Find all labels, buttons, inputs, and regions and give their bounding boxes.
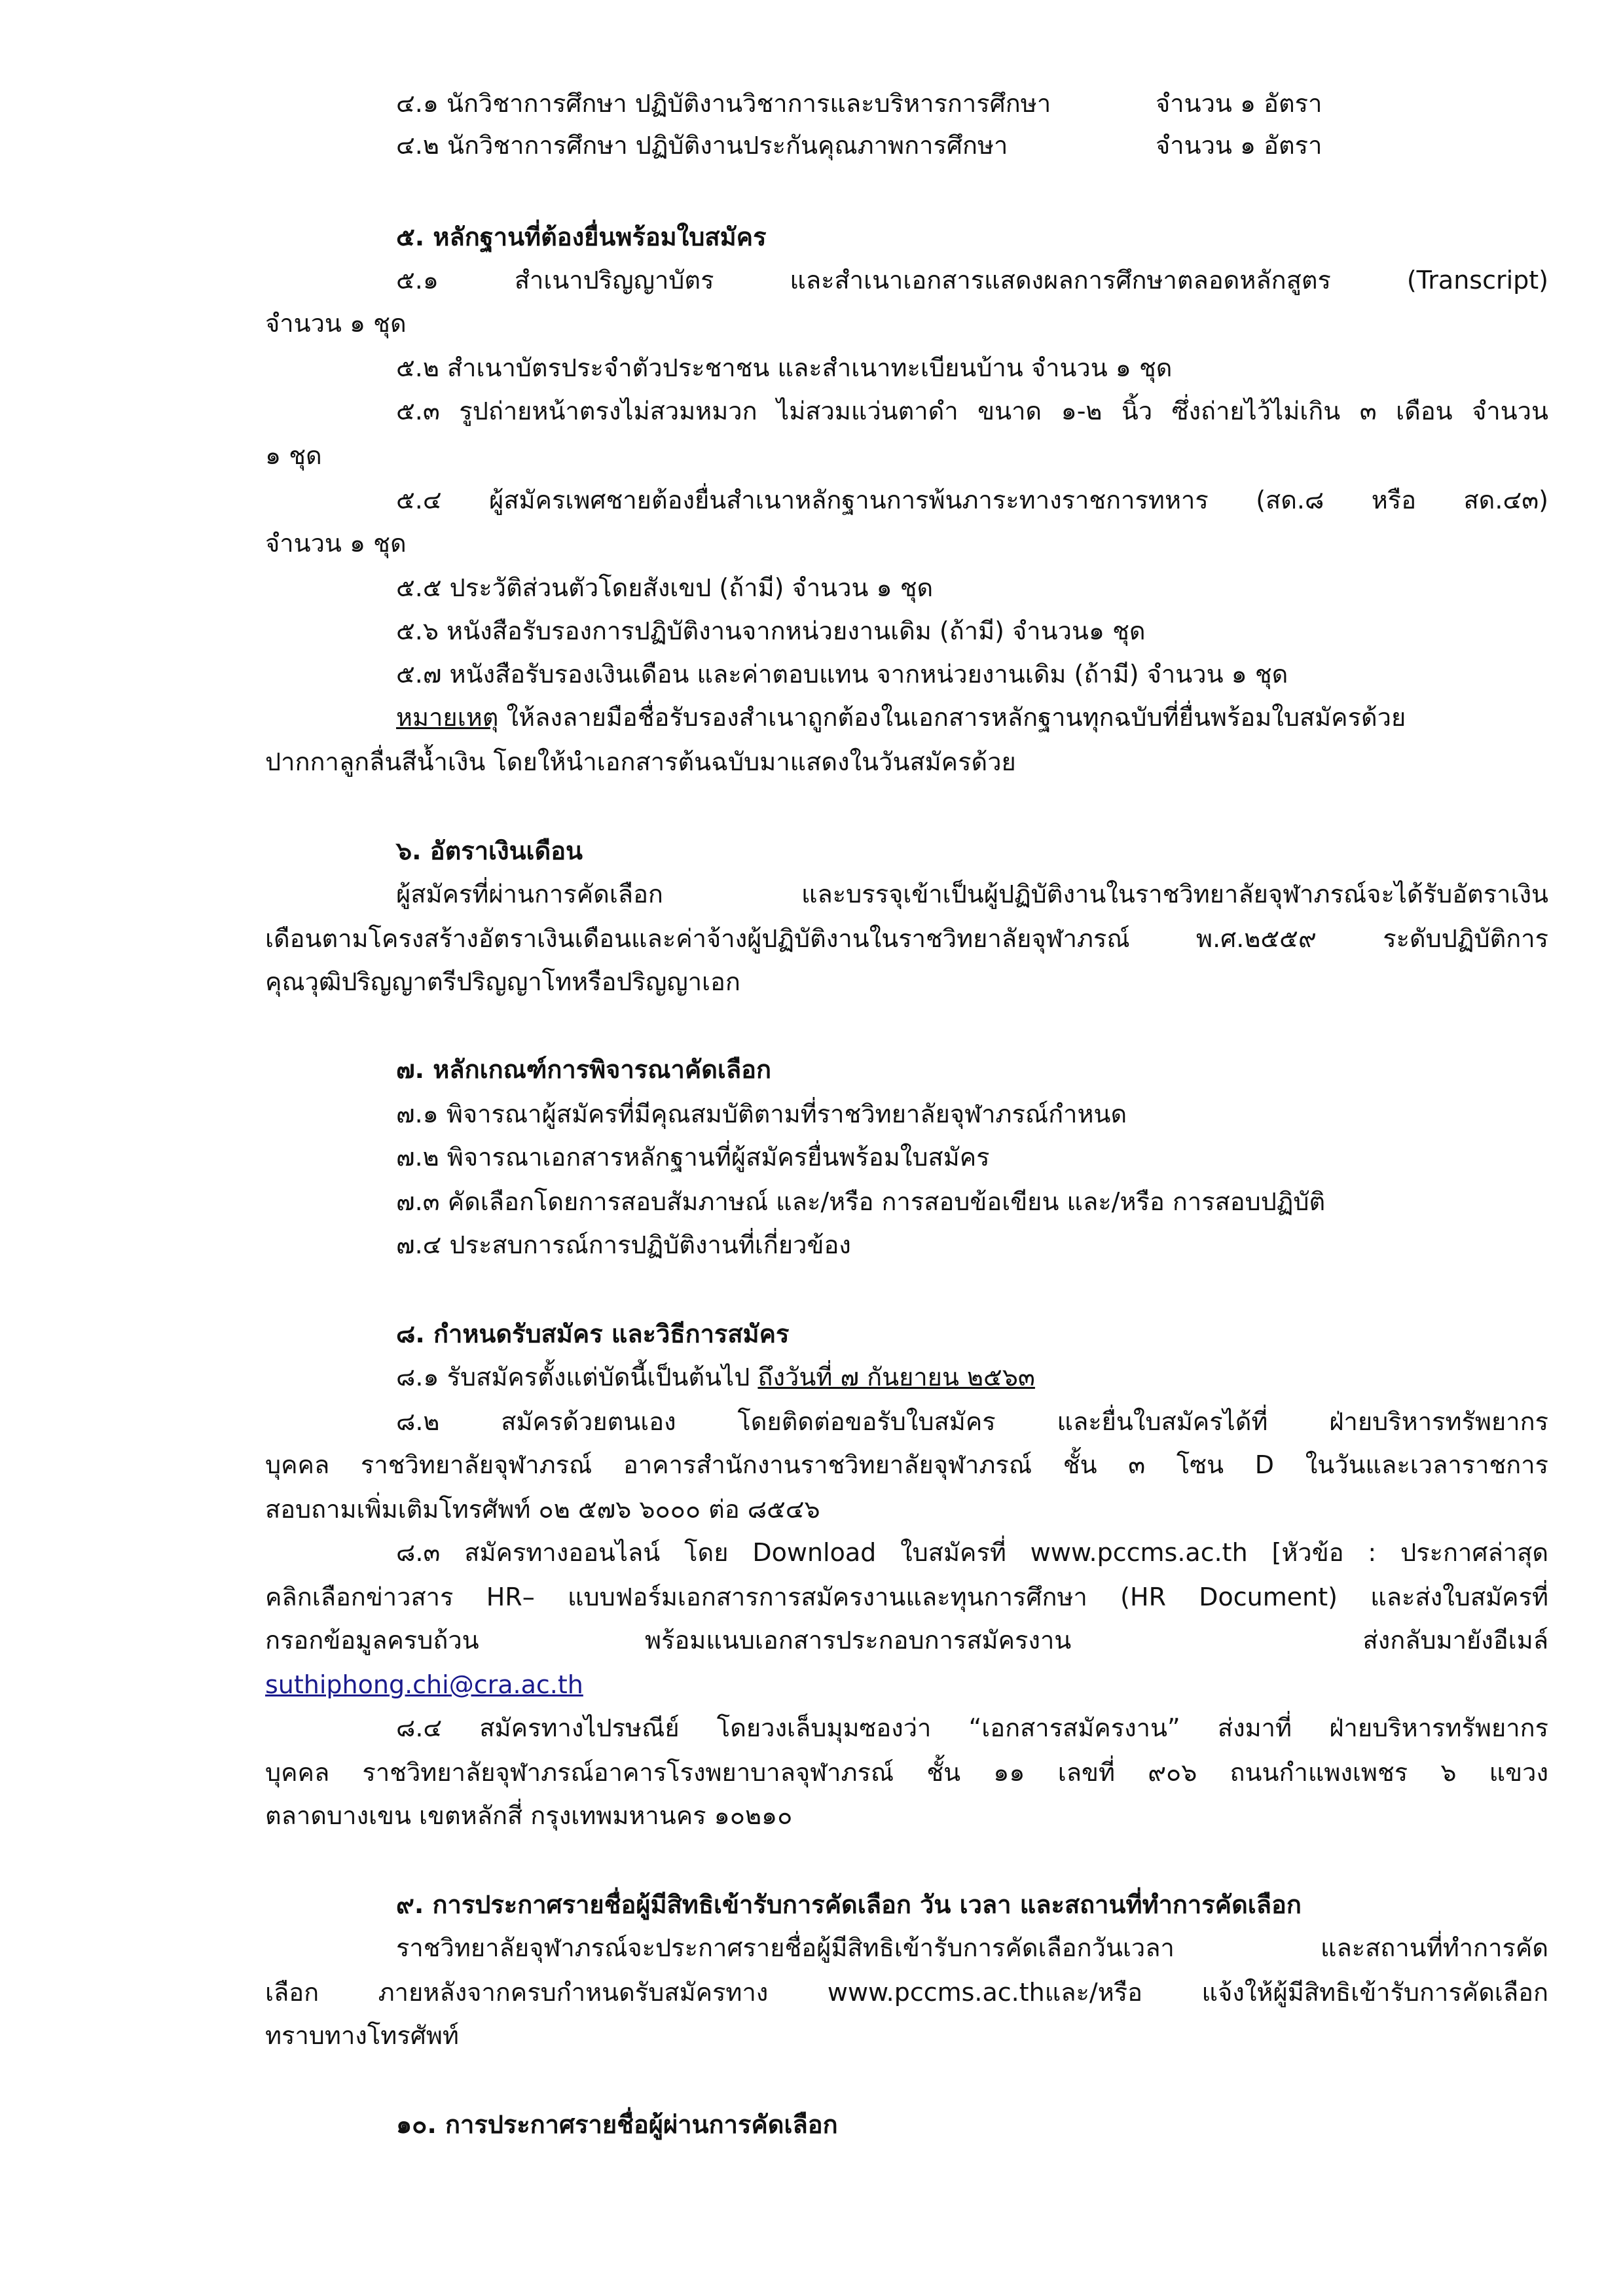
- s5-note-cont: ปากกาลูกลื่นสีน้ำเงิน โดยให้นำเอกสารต้นฉบับมาแสดงในวันสมัครด้วย: [265, 747, 1016, 776]
- position-title: ๔.๒ นักวิชาการศึกษา ปฏิบัติงานประกันคุณภาพการศึกษา: [396, 131, 1008, 160]
- s6-para-line-3: คุณวุฒิปริญญาตรีปริญญาโทหรือปริญญาเอก: [265, 967, 740, 996]
- s5-item-4-cont: จำนวน ๑ ชุด: [265, 529, 407, 558]
- s6-para-line-2: เดือนตามโครงสร้างอัตราเงินเดือนและค่าจ้างผู้ปฏิบัติงานในราชวิทยาลัยจุฬาภรณ์ พ.ศ.๒๕๕๙ ระดับปฏิบัติการ: [265, 924, 1548, 953]
- s9-para-line-3: ทราบทางโทรศัพท์: [265, 2021, 459, 2050]
- position-count: จำนวน ๑ อัตรา: [1156, 131, 1322, 160]
- s8-item-3-cont2: [265, 1621, 1548, 1660]
- s8-item-3-part-2: พร้อมแนบเอกสารประกอบการสมัครงาน: [645, 1626, 1072, 1655]
- s6-para-line-1: ผู้สมัครที่ผ่านการคัดเลือก และบรรจุเข้าเป็นผู้ปฏิบัติงานในราชวิทยาลัยจุฬาภรณ์จะได้รับอัตราเงิน: [396, 880, 1548, 908]
- deadline-date: ถึงวันที่ ๗ กันยายน ๒๕๖๓: [757, 1363, 1035, 1391]
- section-9-heading: ๙. การประกาศรายชื่อผู้มีสิทธิเข้ารับการคัดเลือก วัน เวลา และสถานที่ทำการคัดเลือก: [396, 1890, 1302, 1919]
- position-row: [396, 126, 1352, 165]
- s9-para-line-1: ราชวิทยาลัยจุฬาภรณ์จะประกาศรายชื่อผู้มีสิทธิเข้ารับการคัดเลือกวันเวลา และสถานที่ทำการคัด: [396, 1933, 1548, 1962]
- s7-item-2: ๗.๒ พิจารณาเอกสารหลักฐานที่ผู้สมัครยื่นพร้อมใบสมัคร: [396, 1143, 990, 1172]
- email-address[interactable]: suthiphong.chi@cra.ac.th: [265, 1670, 583, 1699]
- note-label: หมายเหตุ: [396, 703, 499, 732]
- section-8-heading: ๘. กำหนดรับสมัคร และวิธีการสมัคร: [396, 1319, 790, 1348]
- s7-item-1: ๗.๑ พิจารณาผู้สมัครที่มีคุณสมบัติตามที่ราชวิทยาลัยจุฬาภรณ์กำหนด: [396, 1100, 1127, 1128]
- s7-item-3: ๗.๓ คัดเลือกโดยการสอบสัมภาษณ์ และ/หรือ การสอบข้อเขียน และ/หรือ การสอบปฏิบัติ: [396, 1187, 1326, 1216]
- s8-item-4-cont2: ตลาดบางเขน เขตหลักสี่ กรุงเทพมหานคร ๑๐๒๑๐: [265, 1801, 793, 1830]
- section-6-heading: ๖. อัตราเงินเดือน: [396, 836, 583, 865]
- s8-item-3-cont: คลิกเลือกข่าวสาร HR– แบบฟอร์มเอกสารการสมัครงานและทุนการศึกษา (HR Document) และส่งใบสมัครที่: [265, 1583, 1548, 1611]
- s5-item-5: ๕.๕ ประวัติส่วนตัวโดยสังเขป (ถ้ามี) จำนวน ๑ ชุด: [396, 573, 934, 602]
- s8-item-3-part-3: ส่งกลับมายังอีเมล์: [1362, 1626, 1548, 1655]
- section-7-heading: ๗. หลักเกณฑ์การพิจารณาคัดเลือก: [396, 1055, 771, 1084]
- s5-item-2: ๕.๒ สำเนาบัตรประจำตัวประชาชน และสำเนาทะเบียนบ้าน จำนวน ๑ ชุด: [396, 353, 1173, 382]
- s8-item-1-text: ๘.๑ รับสมัครตั้งแต่บัดนี้เป็นต้นไป: [396, 1363, 758, 1391]
- note-text: ให้ลงลายมือชื่อรับรองสำเนาถูกต้องในเอกสารหลักฐานทุกฉบับที่ยื่นพร้อมใบสมัครด้วย: [498, 703, 1406, 732]
- s5-item-7: ๕.๗ หนังสือรับรองเงินเดือน และค่าตอบแทน จากหน่วยงานเดิม (ถ้ามี) จำนวน ๑ ชุด: [396, 660, 1288, 689]
- s8-item-3-part-1: กรอกข้อมูลครบถ้วน: [265, 1626, 479, 1655]
- s5-item-1: ๕.๑ สำเนาปริญญาบัตร และสำเนาเอกสารแสดงผลการศึกษาตลอดหลักสูตร (Transcript): [396, 266, 1548, 295]
- s5-item-3-cont: ๑ ชุด: [265, 441, 322, 470]
- s8-item-2-contact: สอบถามเพิ่มเติมโทรศัพท์ ๐๒ ๕๗๖ ๖๐๐๐ ต่อ ๘๕๔๖: [265, 1495, 820, 1524]
- s8-item-2: ๘.๒ สมัครด้วยตนเอง โดยติดต่อขอรับใบสมัคร และยื่นใบสมัครได้ที่ ฝ่ายบริหารทรัพยากร: [396, 1407, 1548, 1436]
- position-count: จำนวน ๑ อัตรา: [1156, 89, 1322, 118]
- s5-item-4: ๕.๔ ผู้สมัครเพศชายต้องยื่นสำเนาหลักฐานการพ้นภาระทางราชการทหาร (สด.๘ หรือ สด.๔๓): [396, 486, 1548, 514]
- s8-item-3: ๘.๓ สมัครทางออนไลน์ โดย Download ใบสมัครที่ www.pccms.ac.th [หัวข้อ : ประกาศล่าสุด: [396, 1538, 1548, 1567]
- s5-item-6: ๕.๖ หนังสือรับรองการปฏิบัติงานจากหน่วยงานเดิม (ถ้ามี) จำนวน๑ ชุด: [396, 617, 1146, 645]
- section-5-heading: ๕. หลักฐานที่ต้องยื่นพร้อมใบสมัคร: [396, 223, 767, 251]
- s5-note: [396, 698, 1406, 737]
- s7-item-4: ๗.๔ ประสบการณ์การปฏิบัติงานที่เกี่ยวข้อง: [396, 1230, 851, 1259]
- email-link[interactable]: [265, 1665, 583, 1704]
- position-title: ๔.๑ นักวิชาการศึกษา ปฏิบัติงานวิชาการและบริหารการศึกษา: [396, 89, 1051, 118]
- s5-item-3: ๕.๓ รูปถ่ายหน้าตรงไม่สวมหมวก ไม่สวมแว่นตาดำ ขนาด ๑-๒ นิ้ว ซึ่งถ่ายไว้ไม่เกิน ๓ เดือน จำนวน: [396, 397, 1548, 425]
- s8-item-4: ๘.๔ สมัครทางไปรษณีย์ โดยวงเล็บมุมซองว่า “เอกสารสมัครงาน” ส่งมาที่ ฝ่ายบริหารทรัพยากร: [396, 1713, 1548, 1742]
- s5-item-1-cont: จำนวน ๑ ชุด: [265, 309, 407, 338]
- s8-item-1: [396, 1357, 1035, 1397]
- s8-item-2-cont: บุคคล ราชวิทยาลัยจุฬาภรณ์ อาคารสำนักงานราชวิทยาลัยจุฬาภรณ์ ชั้น ๓ โซน D ในวันและเวลาราชการ: [265, 1450, 1548, 1479]
- s8-item-4-cont: บุคคล ราชวิทยาลัยจุฬาภรณ์อาคารโรงพยาบาลจุฬาภรณ์ ชั้น ๑๑ เลขที่ ๙๐๖ ถนนกำแพงเพชร ๖ แขวง: [265, 1758, 1548, 1787]
- s9-para-line-2: เลือก ภายหลังจากครบกำหนดรับสมัครทาง www.pccms.ac.thและ/หรือ แจ้งให้ผู้มีสิทธิเข้ารับการคัดเลือก: [265, 1978, 1548, 2007]
- section-10-heading: ๑๐. การประกาศรายชื่อผู้ผ่านการคัดเลือก: [396, 2110, 838, 2139]
- position-row: [396, 84, 1352, 123]
